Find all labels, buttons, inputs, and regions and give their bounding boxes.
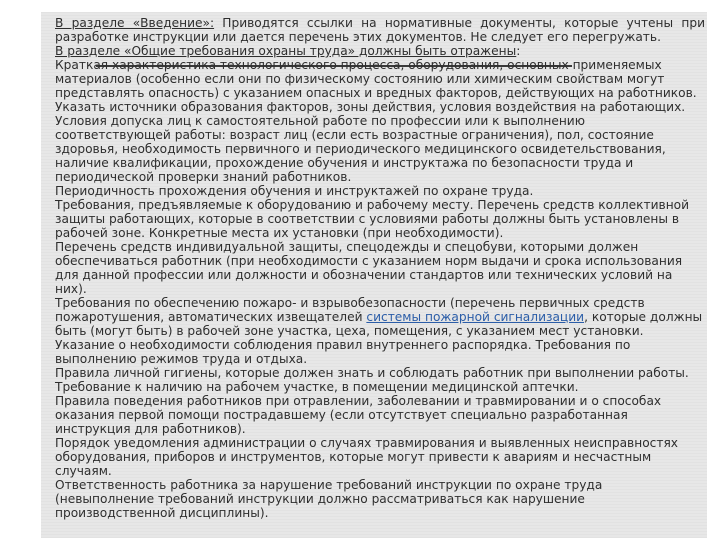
text-line bbox=[55, 338, 630, 352]
text-line bbox=[55, 156, 633, 170]
text-line-segment: инструкция для работников). bbox=[55, 422, 246, 436]
text-line-segment: Условия допуска лиц к самостоятельной работе по профессии или к выполнению bbox=[55, 114, 585, 128]
text-line-segment: Правила личной гигиены, которые должен знать и соблюдать работник при выполнении работы. bbox=[55, 366, 689, 380]
text-line bbox=[55, 212, 679, 226]
text-line-segment: наличие квалификации, прохождение обучения и инструктажа по безопасности труда и bbox=[55, 156, 634, 170]
text-line bbox=[55, 450, 651, 464]
text-line bbox=[55, 310, 702, 324]
text-line bbox=[55, 464, 112, 478]
fire-alarm-system-link[interactable]: системы пожарной сигнализации bbox=[366, 310, 585, 324]
text-line bbox=[55, 352, 307, 366]
text-line bbox=[55, 114, 585, 128]
text-line bbox=[55, 142, 666, 156]
text-line bbox=[55, 240, 638, 254]
text-line bbox=[55, 254, 682, 268]
instruction-text-block bbox=[41, 12, 707, 538]
text-line-segment: (невыполнение требований инструкции должно рассматриваться как нарушение bbox=[55, 492, 585, 506]
text-line-segment: здоровья, необходимость первичного и периодического медицинского освидетельствования, bbox=[55, 142, 666, 156]
text-line-segment: периодической проверки знаний работников. bbox=[55, 170, 352, 184]
text-line bbox=[55, 30, 661, 44]
text-line bbox=[55, 408, 628, 422]
text-line bbox=[55, 268, 672, 282]
text-line bbox=[55, 506, 268, 520]
text-line-segment: защиты работающих, которые в соответствии с условиями работы должны быть установлены в bbox=[55, 212, 680, 226]
text-line bbox=[55, 436, 678, 450]
text-line bbox=[55, 16, 705, 30]
text-line bbox=[55, 170, 351, 184]
text-line-segment: Периодичность прохождения обучения и инструктажей по охране труда. bbox=[55, 184, 534, 198]
text-line bbox=[55, 478, 602, 492]
text-line-segment: Перечень средств индивидуальной защиты, спецодежды и спецобуви, которыми должен bbox=[55, 240, 639, 254]
text-line-segment: Приводятся ссылки на нормативные документы, которые учтены при bbox=[214, 16, 705, 30]
text-line bbox=[55, 282, 87, 296]
text-line-segment: оказания первой помощи пострадавшему (если отсутствует специально разработанная bbox=[55, 408, 628, 422]
text-line bbox=[55, 72, 664, 86]
text-line-segment: обеспечиваться работник (при необходимости с указанием норм выдачи и срока использования bbox=[55, 254, 683, 268]
text-line-segment: : bbox=[516, 44, 521, 58]
text-line-segment: выполнению режимов труда и отдыха. bbox=[55, 352, 308, 366]
text-line bbox=[55, 226, 503, 240]
text-line bbox=[55, 128, 654, 142]
text-line bbox=[55, 58, 662, 72]
text-line-segment: для данной профессии или должности и обозначении стандартов или технических условий на bbox=[55, 268, 673, 282]
text-line-segment: оборудования, приборов и инструментов, которые могут привести к авариям и несчастным bbox=[55, 450, 652, 464]
section-heading-underlined: В разделе «Введение»: bbox=[55, 16, 215, 30]
text-line bbox=[55, 324, 644, 338]
text-line-segment: производственной дисциплины). bbox=[55, 506, 269, 520]
text-line-segment: материалов (особенно если они по физическому состоянию или химическим свойствам могут bbox=[55, 72, 665, 86]
text-line-segment: представлять опасность) с указанием опасных и вредных факторов, действующих на работников. bbox=[55, 86, 697, 100]
text-line-segment: Требования по обеспечению пожаро- и взрывобезопасности (перечень первичных средств bbox=[55, 296, 645, 310]
text-line bbox=[55, 380, 579, 394]
text-line bbox=[55, 100, 685, 114]
text-line-segment: , которые должны bbox=[584, 310, 703, 324]
text-line bbox=[55, 492, 585, 506]
text-line-segment: соответствующей работы: возраст лиц (если есть возрастные ограничения), пол, состояние bbox=[55, 128, 654, 142]
text-line bbox=[55, 422, 246, 436]
text-line-segment: них). bbox=[55, 282, 87, 296]
text-line bbox=[55, 394, 661, 408]
section-heading-underlined: В разделе «Общие требования охраны труда» должны быть отражены bbox=[55, 44, 517, 58]
text-line-segment: рабочей зоне. Конкретные места их установки (при необходимости). bbox=[55, 226, 504, 240]
text-line-segment: Указать источники образования факторов, зоны действия, условия воздействия на работающих. bbox=[55, 100, 686, 114]
text-line-segment: Порядок уведомления администрации о случаях травмирования и выявленных неисправностях bbox=[55, 436, 678, 450]
text-line-segment: Ответственность работника за нарушение требований инструкции по охране труда bbox=[55, 478, 603, 492]
text-line-segment: случаям. bbox=[55, 464, 112, 478]
text-line bbox=[55, 184, 533, 198]
text-line-segment: Правила поведения работников при отравлении, заболевании и травмировании и о способах bbox=[55, 394, 662, 408]
text-line-segment: Краткая характеристика технологического процесса, оборудования, основных применяемых bbox=[55, 58, 662, 72]
text-line-segment: пожаротушения, автоматических извещателей bbox=[55, 310, 367, 324]
text-line bbox=[55, 44, 520, 58]
text-line-segment: Указание о необходимости соблюдения правил внутреннего распорядка. Требования по bbox=[55, 338, 631, 352]
text-line bbox=[55, 366, 689, 380]
text-line bbox=[55, 296, 645, 310]
text-line bbox=[55, 86, 697, 100]
text-line-segment: Требование к наличию на рабочем участке, в помещении медицинской аптечки. bbox=[55, 380, 579, 394]
text-line-segment: разработке инструкции или дается перечень этих документов. Не следует его перегружать. bbox=[55, 30, 661, 44]
text-line-segment: быть (могут быть) в рабочей зоне участка, цеха, помещения, с указанием мест установки. bbox=[55, 324, 644, 338]
text-line bbox=[55, 198, 689, 212]
text-line-segment: Требования, предъявляемые к оборудованию и рабочему месту. Перечень средств коллективной bbox=[55, 198, 690, 212]
